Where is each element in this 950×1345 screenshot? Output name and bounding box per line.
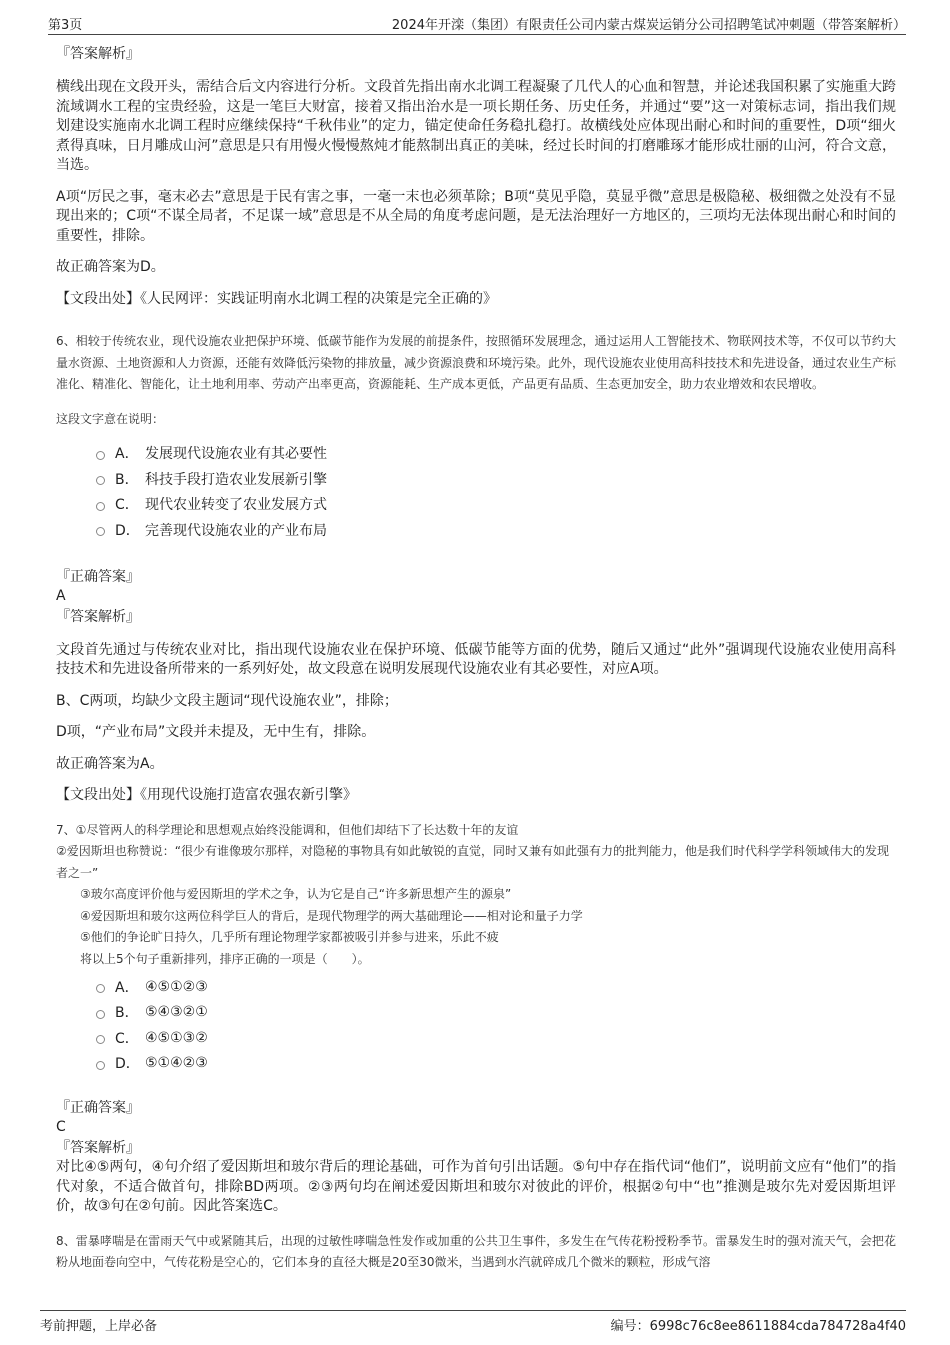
option-text: 科技手段打造农业发展新引擎	[145, 471, 327, 488]
option-b[interactable]: B． ⑤④③②①	[96, 1000, 896, 1026]
question-6	[56, 331, 896, 806]
option-text: 发展现代设施农业有其必要性	[145, 446, 327, 463]
analysis-label: 『答案解析』	[56, 608, 140, 625]
option-c[interactable]: C． 现代农业转变了农业发展方式	[96, 492, 896, 518]
analysis-paragraph: A项“厉民之事，毫末必去”意思是于民有害之事，一毫一末也必须革除；B项“莫见乎隐，莫显乎微”意思是极隐秘、极细微之处没有不显现出来的；C项“不谋全局者，不足谋一域”意思是不从全局的角度考虑问题，是无法治理好一方地区的，三项均无法体现出耐心和时间的重要性，排除。	[56, 188, 896, 244]
radio-icon[interactable]	[96, 476, 105, 485]
correct-answer: A	[56, 587, 66, 604]
analysis-paragraph: 横线出现在文段开头，需结合后文内容进行分析。文段首先指出南水北调工程凝聚了几代人的心血和智慧，并论述我国积累了实施重大跨流域调水工程的宝贵经验，这是一笔巨大财富，接着又指出治水是一项长期任务、历史任务，并通过“要”这一对策标志词，指出我们规划建设实施南水北调工程时应继续保持“千秋伟业”的定力，锚定使命任务稳扎稳打。故横线处应体现出耐心和时间的重要性，D项“细火煮得真味，日月雕成山河”意思是只有用慢火慢慢熬炖才能熬制出真正的美味，经过长时间的打磨雕琢才能形成壮丽的山河，符合文意，当选。	[56, 79, 896, 173]
analysis-paragraph: D项，“产业布局”文段并未提及，无中生有，排除。	[56, 724, 376, 740]
option-text: 完善现代设施农业的产业布局	[145, 522, 327, 539]
source-note: 【文段出处】《用现代设施打造富农强农新引擎》	[56, 787, 357, 803]
page-footer	[40, 1310, 906, 1334]
footer-slogan: 考前押题，上岸必备	[40, 1319, 158, 1334]
option-text: ⑤④③②①	[145, 1004, 208, 1021]
sentence-1: 7、①尽管两人的科学理论和思想观点始终没能调和，但他们却结下了长达数十年的友谊	[56, 822, 519, 837]
sentence-4: ④爱因斯坦和玻尔这两位科学巨人的背后，是现代物理学的两大基础理论——相对论和量子力学	[80, 908, 583, 923]
option-text: ④⑤①③②	[145, 1029, 208, 1046]
question-prompt: 这段文字意在说明：	[56, 411, 165, 426]
option-text: ⑤①④②③	[145, 1055, 208, 1072]
option-d[interactable]: D． 完善现代设施农业的产业布局	[96, 517, 896, 543]
radio-icon[interactable]	[96, 527, 105, 536]
analysis-paragraph: 文段首先通过与传统农业对比，指出现代设施农业在保护环境、低碳节能等方面的优势，随后又通过“此外”强调现代设施农业使用高科技技术和先进设备所带来的一系列好处，故文段意在说明发展现代设施农业有其必要性，对应A项。	[56, 641, 896, 677]
analysis-conclusion: 故正确答案为D。	[56, 259, 165, 275]
radio-icon[interactable]	[96, 1010, 105, 1019]
radio-icon[interactable]	[96, 984, 105, 993]
radio-icon[interactable]	[96, 451, 105, 460]
page-number: 第3页	[48, 18, 83, 33]
radio-icon[interactable]	[96, 1035, 105, 1044]
analysis-label: 『答案解析』	[56, 1140, 140, 1156]
question-stem: 8、雷暴哮喘是在雷雨天气中或紧随其后，出现的过敏性哮喘急性发作或加重的公共卫生事件，多发生在气传花粉授粉季节。雷暴发生时的强对流天气，会把花粉从地面卷向空中，气传花粉是空心的，它们本身的直径大概是20至30微米，当遇到水汽就碎成几个微米的颗粒，形成气溶	[56, 1233, 896, 1269]
radio-icon[interactable]	[96, 1061, 105, 1070]
question-8	[56, 1231, 896, 1274]
option-list	[96, 974, 896, 1076]
analysis-conclusion: 故正确答案为A。	[56, 755, 164, 772]
analysis-label: 『答案解析』	[56, 46, 140, 62]
question-stem: 6、相较于传统农业，现代设施农业把保护环境、低碳节能作为发展的前提条件，按照循环发展理念，通过运用人工智能技术、物联网技术等，不仅可以节约大量水资源、土地资源和人力资源，还能有效降低污染物的排放量，减少资源浪费和环境污染。此外，现代设施农业使用高科技技术和先进设备，通过农业生产标准化、精准化、智能化，让土地利用率、劳动产出率更高，资源能耗、生产成本更低，产品更有品质、生态更加安全，助力农业增效和农民增收。	[56, 334, 897, 391]
question-prompt: 将以上5个句子重新排列，排序正确的一项是（ ）。	[80, 951, 370, 966]
option-c[interactable]: C． ④⑤①③②	[96, 1025, 896, 1051]
option-list	[96, 441, 896, 543]
page-content	[56, 40, 896, 1274]
correct-answer-label: 『正确答案』	[56, 1100, 140, 1116]
sentence-5: ⑤他们的争论旷日持久，几乎所有理论物理学家都被吸引并参与进来，乐此不疲	[80, 930, 499, 944]
sentence-3: ③玻尔高度评价他与爱因斯坦的学术之争，认为它是自己“许多新思想产生的源泉”	[80, 887, 512, 901]
option-b[interactable]: B． 科技手段打造农业发展新引擎	[96, 466, 896, 492]
page-header	[48, 12, 906, 35]
analysis-paragraph: B、C两项，均缺少文段主题词“现代设施农业”，排除；	[56, 692, 398, 709]
option-text: 现代农业转变了农业发展方式	[145, 497, 327, 514]
option-text: ④⑤①②③	[145, 978, 208, 995]
correct-answer: C	[56, 1119, 66, 1135]
analysis-paragraph: 对比④⑤两句，④句介绍了爱因斯坦和玻尔背后的理论基础，可作为首句引出话题。⑤句中存在指代词“他们”，说明前文应有“他们”的指代对象，不适合做首句，排除BD两项。②③两句均在阐述爱因斯坦和玻尔对彼此的评价，根据②句中“也”推测是玻尔先对爱因斯坦评价，故③句在②句前。因此答案选C。	[56, 1159, 896, 1214]
document-title: 2024年开滦（集团）有限责任公司内蒙古煤炭运销分公司招聘笔试冲刺题（带答案解析）	[391, 18, 906, 33]
correct-answer-label: 『正确答案』	[56, 568, 140, 585]
option-a[interactable]: A． 发展现代设施农业有其必要性	[96, 441, 896, 467]
question-5-analysis	[56, 44, 896, 309]
radio-icon[interactable]	[96, 502, 105, 511]
document-id: 编号：6998c76c8ee8611884cda784728a4f40	[610, 1319, 906, 1334]
sentence-2: ②爱因斯坦也称赞说：“很少有谁像玻尔那样，对隐秘的事物具有如此敏锐的直觉，同时又兼有如此强有力的批判能力，他是我们时代科学学科领域伟大的发现者之一”	[56, 844, 889, 880]
question-7	[56, 820, 896, 1217]
option-d[interactable]: D． ⑤①④②③	[96, 1051, 896, 1077]
option-a[interactable]: A． ④⑤①②③	[96, 974, 896, 1000]
source-note: 【文段出处】《人民网评：实践证明南水北调工程的决策是完全正确的》	[56, 290, 497, 307]
